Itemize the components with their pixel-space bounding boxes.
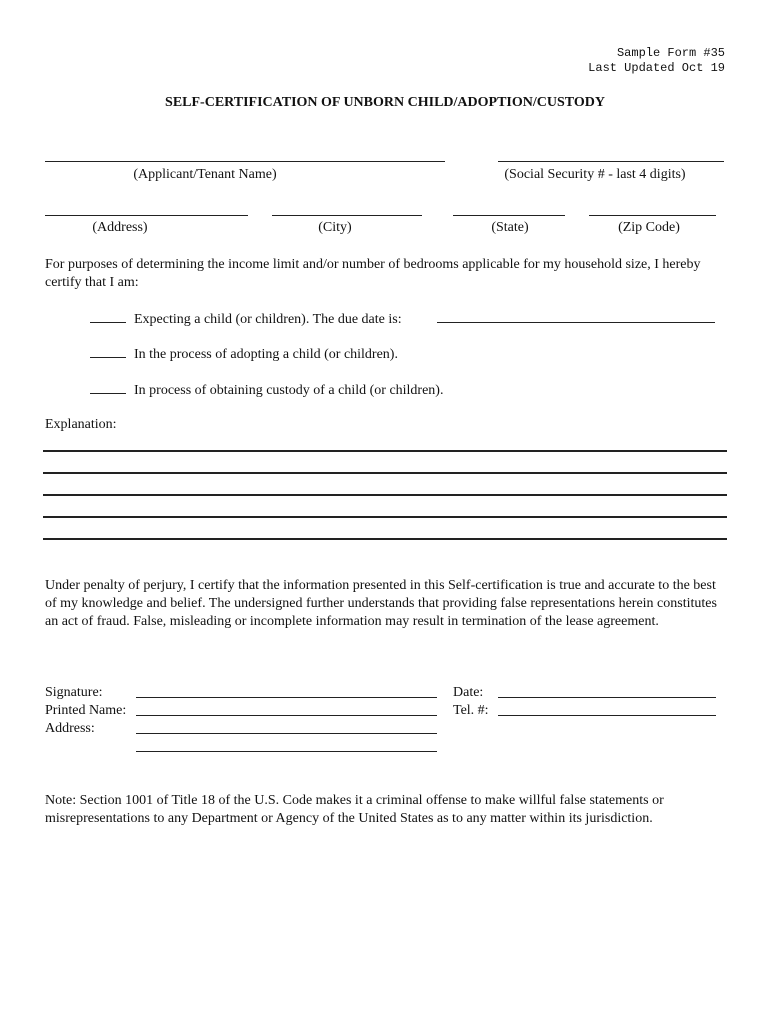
applicant-name-label: (Applicant/Tenant Name)	[133, 167, 277, 182]
address-label: (Address)	[92, 220, 148, 235]
printed-name-label: Printed Name:	[45, 703, 127, 718]
legal-note: Note: Section 1001 of Title 18 of the U.S. Code makes it a criminal offense to make willful false statements or misrepresentations to any Department or Agency of the United States as to any matter within its jurisdiction.	[45, 793, 664, 826]
due-date-field[interactable]	[437, 322, 715, 323]
signature-address-label: Address:	[45, 721, 95, 736]
ssn-field[interactable]	[498, 161, 724, 162]
option-custody-label: In process of obtaining custody of a child (or children).	[134, 383, 444, 398]
explanation-line[interactable]	[43, 450, 727, 452]
city-label: (City)	[318, 220, 352, 235]
intro-text: For purposes of determining the income limit and/or number of bedrooms applicable for my household size, I hereby certify that I am:	[45, 257, 701, 290]
address-field[interactable]	[45, 215, 248, 216]
expecting-checkbox-blank[interactable]	[90, 310, 126, 323]
signature-field[interactable]	[136, 697, 437, 698]
city-field[interactable]	[272, 215, 422, 216]
option-adopting-label: In the process of adopting a child (or children).	[134, 347, 398, 362]
option-adopting	[90, 345, 550, 364]
zip-field[interactable]	[589, 215, 716, 216]
explanation-label: Explanation:	[45, 417, 117, 432]
page-title: SELF-CERTIFICATION OF UNBORN CHILD/ADOPTION/CUSTODY	[165, 95, 605, 110]
explanation-line[interactable]	[43, 472, 727, 474]
ssn-label: (Social Security # - last 4 digits)	[504, 167, 686, 182]
zip-label: (Zip Code)	[618, 220, 680, 235]
form-number: Sample Form #35	[616, 46, 725, 60]
certification-text: Under penalty of perjury, I certify that the information presented in this Self-certification is true and accurate to the best of my knowledge and belief. The undersigned further understands that providing false representations herein constitutes an act of fraud. False, misleading or incomplete information may result in termination of the lease agreement.	[45, 578, 717, 629]
option-custody	[90, 381, 590, 400]
form-header	[425, 46, 725, 76]
tel-field[interactable]	[498, 715, 716, 716]
date-field[interactable]	[498, 697, 716, 698]
tel-label: Tel. #:	[453, 703, 489, 718]
signature-label: Signature:	[45, 685, 103, 700]
state-field[interactable]	[453, 215, 565, 216]
option-expecting	[90, 310, 550, 329]
applicant-name-field[interactable]	[45, 161, 445, 162]
adopting-checkbox-blank[interactable]	[90, 345, 126, 358]
explanation-line[interactable]	[43, 494, 727, 496]
last-updated: Last Updated Oct 19	[588, 61, 725, 75]
option-expecting-label: Expecting a child (or children). The due date is:	[134, 312, 402, 327]
signature-address-field[interactable]	[136, 733, 437, 734]
signature-address-field-2[interactable]	[136, 751, 437, 752]
custody-checkbox-blank[interactable]	[90, 381, 126, 394]
printed-name-field[interactable]	[136, 715, 437, 716]
explanation-line[interactable]	[43, 516, 727, 518]
explanation-line[interactable]	[43, 538, 727, 540]
date-label: Date:	[453, 685, 484, 700]
state-label: (State)	[491, 220, 529, 235]
